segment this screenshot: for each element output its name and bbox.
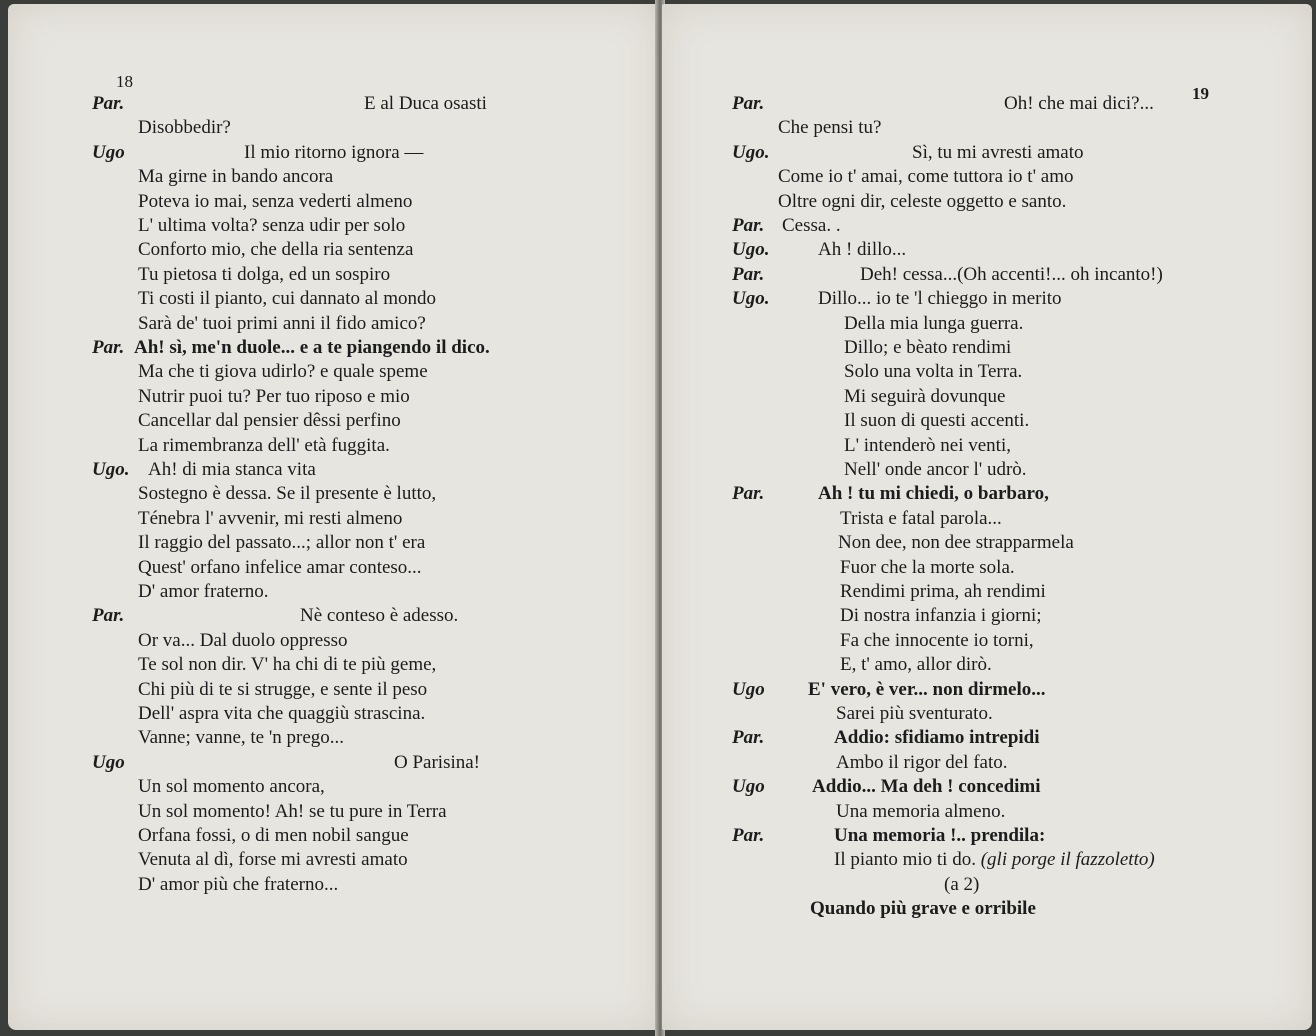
verse-line (138, 873, 338, 897)
speaker-label: Par. (92, 93, 125, 114)
verse-text: Sì, tu mi avresti amato (912, 141, 1084, 163)
verse-line (138, 824, 409, 848)
verse-line (844, 409, 1029, 433)
speaker-label: Par. (732, 483, 765, 505)
verse-line (138, 385, 410, 409)
speaker-label: Ugo. (732, 141, 770, 163)
verse-text: Una memoria !.. prendila: (834, 825, 1046, 846)
verse-line (778, 116, 881, 140)
verse-line (138, 360, 428, 384)
verse-line (840, 556, 1015, 580)
speaker-label: Par. (732, 825, 765, 846)
verse-line (138, 556, 422, 580)
verse-line (844, 336, 1011, 360)
speaker-label: Par. (92, 337, 125, 358)
verse-line (138, 848, 408, 872)
verse-line (134, 336, 490, 360)
verse-line (834, 848, 1155, 872)
verse-text: Solo una volta in Terra. (844, 361, 1023, 383)
verse-line (138, 238, 413, 262)
speaker-label: Par. (732, 263, 765, 285)
verse-text: Trista e fatal parola... (840, 507, 1002, 529)
verse-text: E al Duca osasti (364, 93, 487, 114)
left-page (8, 4, 658, 1030)
speaker-label: Ugo. (732, 239, 770, 261)
right-page-text (662, 4, 1312, 1030)
verse-line (836, 702, 993, 726)
verse-text: Nell' onde ancor l' udrò. (844, 459, 1027, 480)
verse-line (812, 775, 1041, 799)
verse-text: Ti costi il pianto, cui dannato al mondo (138, 288, 436, 310)
verse-text: Tu pietosa ti dolga, ed un sospiro (138, 263, 391, 285)
verse-line (138, 434, 390, 458)
speaker-label: Ugo (732, 776, 765, 798)
verse-text: Non dee, non dee strapparmela (838, 532, 1074, 554)
speaker-label: Ugo. (92, 459, 130, 480)
speaker-label: Par. (92, 605, 125, 627)
verse-line (138, 165, 333, 189)
verse-line (818, 287, 1062, 311)
verse-text: Ma che ti giova udirlo? e quale speme (138, 361, 428, 383)
verse-line (138, 629, 348, 653)
verse-text: Ah ! tu mi chiedi, o barbaro, (818, 483, 1049, 505)
verse-text: Quando più grave e orribile (810, 898, 1036, 920)
speaker-label: Ugo (92, 141, 125, 163)
verse-line (834, 824, 1045, 848)
verse-text: (a 2) (944, 873, 980, 895)
verse-line (138, 507, 402, 531)
verse-text: Addio... Ma deh ! concedimi (812, 776, 1041, 798)
verse-text: Come io t' amai, come tuttora io t' amo (778, 166, 1074, 188)
verse-line (138, 726, 344, 750)
verse-text: D' amor fraterno. (138, 581, 269, 602)
right-page (662, 4, 1312, 1030)
verse-text: Il raggio del passato...; allor non t' era (138, 532, 426, 554)
verse-text: Il mio ritorno ignora — (244, 141, 424, 163)
verse-text: Fuor che la morte sola. (840, 556, 1015, 578)
verse-line (912, 141, 1084, 165)
verse-line (244, 141, 423, 165)
verse-text: Ah ! dillo... (818, 239, 907, 261)
verse-line (836, 800, 1005, 824)
speaker-label: Ugo (732, 678, 765, 700)
verse-text: Chi più di te si strugge, e sente il peso (138, 678, 428, 700)
speaker-label: Par. (732, 215, 765, 236)
verse-text: Addio: sfidiamo intrepidi (834, 727, 1040, 749)
verse-text: E, t' amo, allor dirò. (840, 654, 992, 676)
verse-text: Nutrir puoi tu? Per tuo riposo e mio (138, 385, 410, 407)
verse-line (394, 751, 480, 775)
verse-line (364, 92, 487, 116)
verse-line (778, 165, 1073, 189)
speaker-label: Par. (732, 93, 765, 114)
verse-text: Nè conteso è adesso. (300, 605, 459, 627)
verse-text: Venuta al dì, forse mi avresti amato (138, 849, 408, 871)
verse-line (138, 116, 231, 140)
verse-text: Sarà de' tuoi primi anni il fido amico? (138, 312, 426, 334)
verse-line (840, 653, 992, 677)
verse-text: Ah! sì, me'n duole... e a te piangendo il dico. (134, 337, 490, 358)
verse-line (818, 482, 1049, 506)
speaker-label: Par. (732, 727, 765, 749)
verse-text: Sostegno è dessa. Se il presente è lutto, (138, 483, 437, 505)
verse-text: O Parisina! (394, 751, 481, 773)
verse-text: Che pensi tu? (778, 117, 882, 139)
verse-text: Conforto mio, che della ria sentenza (138, 239, 414, 261)
verse-line (138, 702, 425, 726)
verse-text: Deh! cessa...(Oh accenti!... oh incanto!) (860, 263, 1163, 285)
verse-line (836, 751, 1008, 775)
verse-text: Ah! di mia stanca vita (148, 459, 316, 480)
verse-line (138, 312, 426, 336)
stage-direction: (gli porge il fazzoletto) (975, 849, 1155, 871)
verse-text: Una memoria almeno. (836, 800, 1006, 822)
verse-text: Oltre ogni dir, celeste oggetto e santo. (778, 190, 1067, 212)
verse-line (844, 360, 1022, 384)
page-number-right: 19 (1192, 84, 1209, 103)
verse-text: Dillo... io te 'l chieggo in merito (818, 288, 1062, 310)
verse-line (138, 775, 325, 799)
verse-line (782, 214, 841, 238)
verse-line (148, 458, 316, 482)
verse-text: Sarei più sventurato. (836, 703, 993, 724)
verse-line (138, 531, 425, 555)
verse-text: Un sol momento ancora, (138, 776, 325, 798)
verse-line (818, 238, 906, 262)
page-number-left: 18 (116, 72, 133, 91)
verse-text: Un sol momento! Ah! se tu pure in Terra (138, 800, 447, 822)
verse-line (844, 458, 1027, 482)
left-page-text (8, 4, 658, 1030)
verse-line (300, 604, 458, 628)
verse-line (138, 409, 401, 433)
verse-text: Cessa. . (782, 215, 841, 236)
verse-line (840, 629, 1034, 653)
verse-line (138, 287, 436, 311)
verse-text: Dillo; e bèato rendimi (844, 337, 1012, 358)
verse-line (138, 678, 427, 702)
verse-text: Vanne; vanne, te 'n prego... (138, 727, 345, 749)
verse-text: Disobbedir? (138, 117, 231, 139)
verse-text: Rendimi prima, ah rendimi (840, 581, 1046, 602)
verse-text: L' ultima volta? senza udir per solo (138, 215, 406, 236)
verse-text: Della mia lunga guerra. (844, 312, 1024, 334)
verse-line (860, 263, 1163, 287)
verse-text: Mi seguirà dovunque (844, 385, 1006, 407)
verse-line (840, 580, 1046, 604)
verse-line (840, 604, 1042, 628)
verse-text: Dell' aspra vita che quaggiù strascina. (138, 703, 426, 724)
verse-line (138, 800, 447, 824)
verse-line (138, 653, 436, 677)
verse-line (944, 873, 979, 897)
verse-text: Ambo il rigor del fato. (836, 751, 1008, 773)
verse-text: Di nostra infanzia i giorni; (840, 605, 1042, 627)
verse-line (138, 263, 390, 287)
verse-text: Ténebra l' avvenir, mi resti almeno (138, 507, 403, 529)
verse-line (810, 897, 1036, 921)
verse-line (844, 434, 1011, 458)
verse-line (138, 214, 405, 238)
verse-text: Cancellar dal pensier dêssi perfino (138, 410, 401, 432)
verse-text: E' vero, è ver... non dirmelo... (808, 678, 1046, 700)
verse-text: Ma girne in bando ancora (138, 166, 334, 188)
verse-text: Oh! che mai dici?... (1004, 93, 1154, 114)
verse-line (838, 531, 1074, 555)
verse-line (138, 580, 269, 604)
verse-text: Poteva io mai, senza vederti almeno (138, 190, 413, 212)
verse-line (840, 507, 1002, 531)
verse-line (138, 482, 436, 506)
verse-line (844, 312, 1023, 336)
verse-line (1004, 92, 1154, 116)
verse-line (844, 385, 1005, 409)
verse-text: Orfana fossi, o di men nobil sangue (138, 825, 409, 846)
verse-line (834, 726, 1040, 750)
verse-text: D' amor più che fraterno... (138, 873, 339, 895)
verse-line (138, 190, 412, 214)
verse-text: Te sol non dir. V' ha chi di te più geme, (138, 654, 437, 676)
verse-text: La rimembranza dell' età fuggita. (138, 434, 390, 456)
verse-text: Or va... Dal duolo oppresso (138, 629, 348, 651)
verse-text: Il suon di questi accenti. (844, 410, 1030, 432)
speaker-label: Ugo. (732, 288, 770, 310)
verse-text: Fa che innocente io torni, (840, 629, 1034, 651)
verse-text: L' intenderò nei venti, (844, 434, 1011, 456)
verse-line (778, 190, 1066, 214)
verse-text: Il pianto mio ti do. (834, 849, 976, 871)
verse-text: Quest' orfano infelice amar conteso... (138, 556, 422, 578)
verse-line (808, 678, 1045, 702)
speaker-label: Ugo (92, 751, 125, 773)
